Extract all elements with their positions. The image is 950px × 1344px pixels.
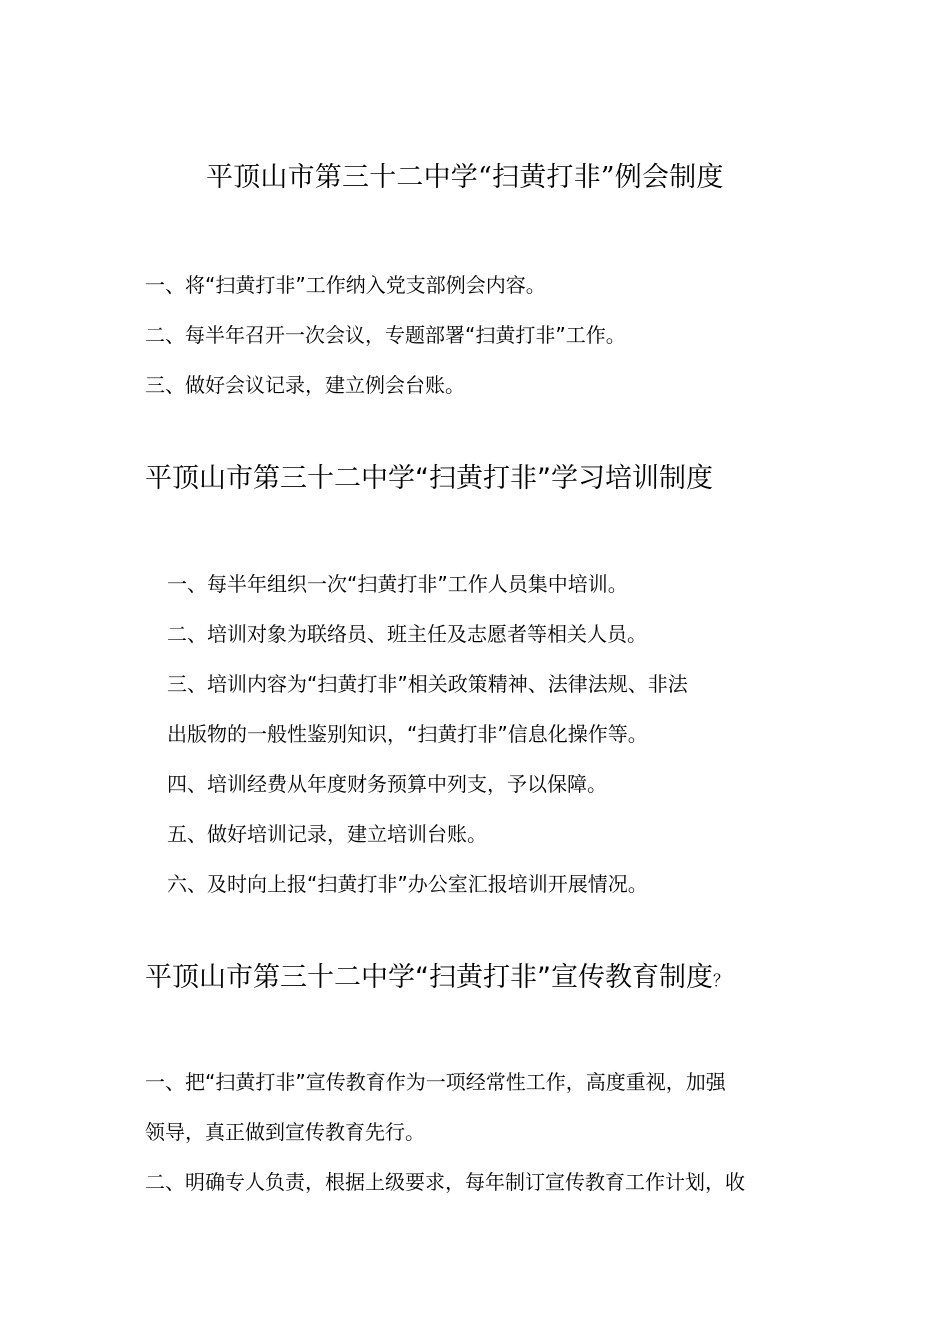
- section3-item-1: 一、把“扫黄打非”宣传教育作为一项经常性工作，高度重视，加强: [145, 1070, 726, 1094]
- section2-item-2: 二、培训对象为联络员、班主任及志愿者等相关人员。: [167, 622, 647, 646]
- section1-title: 平顶山市第三十二中学“扫黄打非”例会制度: [206, 162, 724, 193]
- section1-item-3: 三、做好会议记录，建立例会台账。: [145, 373, 465, 397]
- section3-item-2: 二、明确专人负责，根据上级要求，每年制订宣传教育工作计划，收: [145, 1170, 745, 1194]
- section3-item-1-cont: 领导，真正做到宣传教育先行。: [145, 1120, 425, 1144]
- section2-item-1: 一、每半年组织一次“扫黄打非”工作人员集中培训。: [167, 572, 628, 596]
- section2-item-3: 三、培训内容为“扫黄打非”相关政策精神、法律法规、非法: [167, 672, 688, 696]
- section1-item-2: 二、每半年召开一次会议，专题部署“扫黄打非”工作。: [145, 323, 626, 347]
- section3-title-mark: ？: [712, 971, 729, 990]
- section3-title: [145, 964, 729, 991]
- section2-title: 平顶山市第三十二中学“扫黄打非”学习培训制度: [145, 463, 713, 494]
- section1-item-1: 一、将“扫黄打非”工作纳入党支部例会内容。: [145, 273, 546, 297]
- section2-item-6: 六、及时向上报“扫黄打非”办公室汇报培训开展情况。: [167, 872, 648, 896]
- section3-title-text: 平顶山市第三十二中学“扫黄打非”宣传教育制度: [145, 962, 713, 993]
- section2-item-4: 四、培训经费从年度财务预算中列支，予以保障。: [167, 772, 607, 796]
- section2-item-5: 五、做好培训记录，建立培训台账。: [167, 822, 487, 846]
- section2-item-3-cont: 出版物的一般性鉴别知识，“扫黄打非”信息化操作等。: [167, 722, 648, 746]
